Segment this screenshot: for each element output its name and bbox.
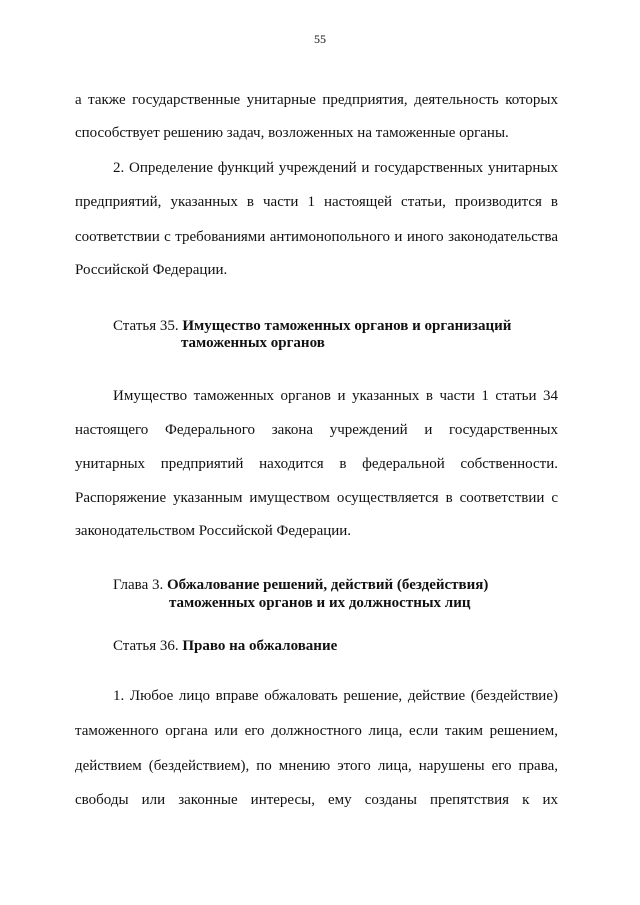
article36-line-2: таможенного органа или его должностного лица, если таким решением,: [75, 723, 558, 739]
article36-title: Право на обжалование: [182, 638, 338, 654]
chapter3-prefix: Глава 3.: [113, 577, 164, 593]
para1-line-2: способствует решению задач, возложенных на таможенные органы.: [75, 125, 509, 141]
chapter3-title-line2: таможенных органов и их должностных лиц: [169, 595, 471, 611]
article36-prefix: Статья 36.: [113, 638, 179, 654]
article35-line-2: настоящего Федерального закона учреждений и государственных: [75, 422, 558, 438]
para2-line-2: предприятий, указанных в части 1 настоящей статьи, производится в: [75, 194, 558, 210]
article36-line-3: действием (бездействием), по мнению этого лица, нарушены его права,: [75, 758, 558, 774]
article36-line-1: 1. Любое лицо вправе обжаловать решение, действие (бездействие): [113, 688, 558, 704]
para2-line-3: соответствии с требованиями антимонопольного и иного законодательства: [75, 229, 558, 245]
para1-line-1: а также государственные унитарные предприятия, деятельность которых: [75, 92, 558, 108]
article35-line-4: Распоряжение указанным имуществом осуществляется в соответствии с: [75, 490, 558, 506]
article35-line-3: унитарных предприятий находится в федеральной собственности.: [75, 456, 558, 472]
article35-prefix: Статья 35.: [113, 318, 179, 334]
article35-title-line2: таможенных органов: [181, 335, 325, 351]
chapter3-title-line1: Обжалование решений, действий (бездействия): [166, 577, 489, 593]
para2-line-1: 2. Определение функций учреждений и государственных унитарных: [113, 160, 558, 176]
article36-heading: [113, 636, 337, 656]
page-number: 55: [314, 32, 326, 46]
article35-title-line1: Имущество таможенных органов и организаций: [182, 318, 512, 334]
para2-line-4: Российской Федерации.: [75, 262, 228, 278]
chapter3-heading: [113, 575, 488, 595]
article35-line-1: Имущество таможенных органов и указанных в части 1 статьи 34: [113, 388, 558, 404]
article36-line-4: свободы или законные интересы, ему созданы препятствия к их: [75, 792, 558, 808]
article35-line-5: законодательством Российской Федерации.: [75, 523, 352, 539]
